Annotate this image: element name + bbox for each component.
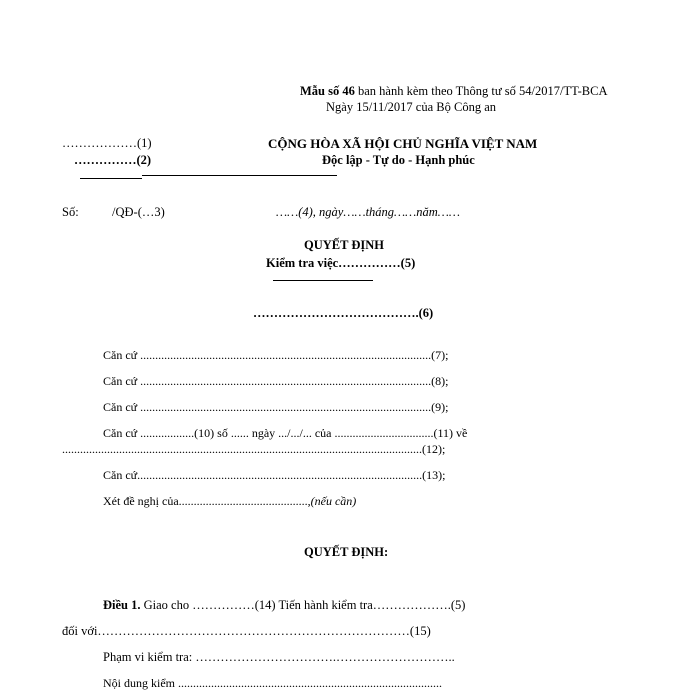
doc-number-label: Số: <box>62 205 79 219</box>
article-1 <box>103 598 465 613</box>
issuing-authority: ………………………………….(6) <box>253 306 434 320</box>
place-date: ……(4), ngày……tháng……năm…… <box>276 205 461 219</box>
article-1-content: Nội dung kiểm ........................................................................................ <box>103 676 442 690</box>
form-number: Mẫu số 46 <box>300 84 355 98</box>
proposal-note: (nếu cần) <box>310 494 357 508</box>
form-regulation: ban hành kèm theo Thông tư số 54/2017/TT-BCA <box>354 84 608 98</box>
basis-8: Căn cứ .................................................................................................(8); <box>103 374 449 388</box>
form-date: Ngày 15/11/2017 của Bộ Công an <box>326 100 497 114</box>
basis-10-11: Căn cứ ..................(10) số ...... ngày .../.../... của .................................(11) về <box>103 426 468 440</box>
decision-title: QUYẾT ĐỊNH <box>304 238 384 252</box>
form-reference <box>300 84 607 99</box>
agency-superior: ………………(1) <box>62 136 152 150</box>
motto-underline <box>142 175 337 176</box>
nation-motto: Độc lập - Tự do - Hạnh phúc <box>322 153 475 167</box>
agency-issuing: ……………(2) <box>74 153 152 167</box>
doc-number-value: /QĐ-(…3) <box>112 205 165 219</box>
decision-heading: QUYẾT ĐỊNH: <box>304 545 389 559</box>
title-underline <box>273 280 373 281</box>
proposal-text: Xét đề nghị của..........................................., <box>103 494 311 508</box>
article-1-label: Điều 1. <box>103 598 141 612</box>
basis-9: Căn cứ .................................................................................................(9); <box>103 400 449 414</box>
basis-13: Căn cứ...............................................................................................(13); <box>103 468 446 482</box>
article-1-scope: Phạm vi kiểm tra: …………………………….……………………….. <box>103 650 455 664</box>
article-1-text: Giao cho ……………(14) Tiến hành kiểm tra……………….(5) <box>140 598 466 612</box>
decision-subject: Kiểm tra việc……………(5) <box>266 256 416 270</box>
nation-name: CỘNG HÒA XÃ HỘI CHỦ NGHĨA VIỆT NAM <box>268 136 538 151</box>
proposal-line <box>103 494 356 509</box>
basis-7: Căn cứ .................................................................................................(7); <box>103 348 449 362</box>
basis-12: ........................................................................................................................(12); <box>62 442 446 456</box>
article-1-target: đối với…………………………………………………………………(15) <box>62 624 431 638</box>
agency-underline <box>80 178 142 179</box>
